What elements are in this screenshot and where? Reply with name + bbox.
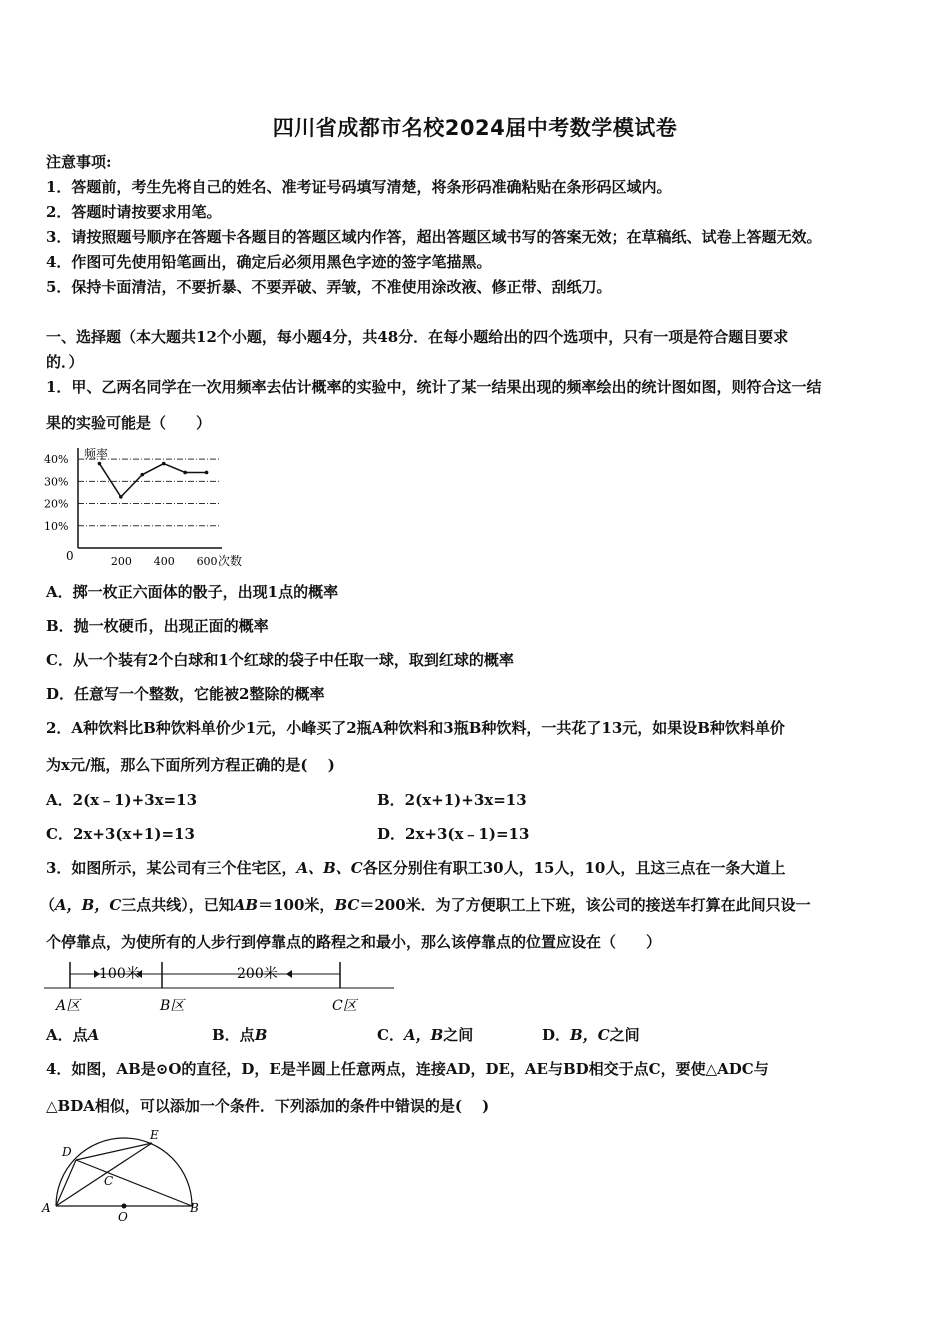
notice-item: 3．请按照题号顺序在答题卡各题目的答题区域内作答，超出答题区域书写的答案无效；在草稿纸、试卷上答题无效。 <box>46 228 822 246</box>
chart-point <box>140 473 144 477</box>
chart-ylabel: 频率 <box>84 447 109 461</box>
point-label-e: E <box>150 1128 159 1142</box>
chart-x-tick-label: 600 <box>196 555 218 568</box>
page-title: 四川省成都市名校2024届中考数学模试卷 <box>272 116 678 140</box>
question-4-stem: 4．如图，AB是⊙O的直径，D，E是半圆上任意两点，连接AD，DE，AE与BD相交于点C，要使△ADC与 <box>46 1060 769 1078</box>
segment-bd <box>76 1160 192 1206</box>
q3-option-c: C．A，B之间 <box>377 1026 474 1044</box>
q3-option-b: B．点B <box>212 1026 268 1044</box>
question-2-stem-cont: 为x元/瓶，那么下面所列方程正确的是( ) <box>46 756 335 774</box>
arrowhead-icon <box>286 970 292 978</box>
chart-x-tick-label: 400 <box>153 555 175 568</box>
section-heading: 一、选择题（本大题共12个小题，每小题4分，共48分．在每小题给出的四个选项中，只有一项是符合题目要求 <box>46 328 789 346</box>
chart-x-tick-label: 200 <box>110 555 132 568</box>
question-1-stem: 1．甲、乙两名同学在一次用频率去估计概率的实验中，统计了某一结果出现的频率绘出的统计图如图，则符合这一结 <box>46 378 822 396</box>
q2-option-a: A．2(x﹣1)+3x=13 <box>46 791 198 809</box>
chart-point <box>119 495 123 499</box>
q1-option-d: D．任意写一个整数，它能被2整除的概率 <box>46 685 325 703</box>
chart-y-tick-label: 30% <box>44 475 69 489</box>
dist-bc-label: 200米 <box>237 966 278 982</box>
chart-xlabel: 次数 <box>218 554 243 568</box>
chart-series-line <box>99 464 206 497</box>
q1-option-a: A．掷一枚正六面体的骰子，出现1点的概率 <box>46 583 339 601</box>
question-3-stem-cont: （A，B，C三点共线），已知AB＝100米，BC＝200米．为了方便职工上下班，该公司的接送车打算在此间只设一 <box>40 896 811 914</box>
notice-item: 4．作图可先使用铅笔画出，确定后必须用黑色字迹的签字笔描黑。 <box>46 253 492 271</box>
question-4-stem-cont: △BDA相似，可以添加一个条件．下列添加的条件中错误的是( ) <box>46 1097 490 1115</box>
label-c: C区 <box>332 998 357 1014</box>
point-label-c: C <box>104 1174 114 1188</box>
notice-item: 5．保持卡面清洁，不要折暴、不要弄破、弄皱，不准使用涂改液、修正带、刮纸刀。 <box>46 278 612 296</box>
semicircle-diagram <box>40 1126 210 1226</box>
q2-option-c: C．2x+3(x+1)=13 <box>46 825 195 843</box>
notice-heading: 注意事项: <box>46 153 112 171</box>
notice-item: 1．答题前，考生先将自己的姓名、准考证号码填写清楚，将条形码准确粘贴在条形码区域内。 <box>46 178 672 196</box>
chart-point <box>205 471 209 475</box>
q1-option-c: C．从一个装有2个白球和1个红球的袋子中任取一球，取到红球的概率 <box>46 651 514 669</box>
point-label-d: D <box>62 1145 72 1159</box>
q2-option-b: B．2(x+1)+3x=13 <box>377 791 527 809</box>
point-label-o: O <box>118 1210 128 1224</box>
q3-option-d: D．B，C之间 <box>542 1026 640 1044</box>
center-point <box>122 1204 127 1209</box>
q2-option-d: D．2x+3(x﹣1)=13 <box>377 825 530 843</box>
segment-de <box>76 1143 152 1160</box>
q1-option-b: B．抛一枚硬币，出现正面的概率 <box>46 617 269 635</box>
label-b: B区 <box>160 998 185 1014</box>
dist-ab-label: 100米 <box>99 966 140 982</box>
chart-point <box>183 471 187 475</box>
section-heading-cont: 的．） <box>46 353 84 371</box>
question-1-stem-cont: 果的实验可能是（ ） <box>46 414 212 432</box>
chart-point <box>98 462 102 466</box>
question-2-stem: 2．A种饮料比B种饮料单价少1元，小峰买了2瓶A种饮料和3瓶B种饮料，一共花了13元，如果设B种饮料单价 <box>46 719 785 737</box>
notice-item: 2．答题时请按要求用笔。 <box>46 203 222 221</box>
chart-origin-label: 0 <box>66 549 74 563</box>
semicircle-arc <box>56 1138 192 1206</box>
road-diagram <box>44 958 396 1016</box>
label-a: A区 <box>56 998 81 1014</box>
chart-y-tick-label: 20% <box>44 497 69 511</box>
chart-y-tick-label: 40% <box>44 453 69 467</box>
point-label-b: B <box>190 1201 199 1215</box>
question-3-stem-cont2: 个停靠点，为使所有的人步行到停靠点的路程之和最小，那么该停靠点的位置应设在（ ） <box>46 933 662 951</box>
chart-point <box>162 462 166 466</box>
point-label-a: A <box>42 1201 51 1215</box>
frequency-chart <box>40 440 260 575</box>
question-3-stem: 3．如图所示，某公司有三个住宅区，A、B、C各区分别住有职工30人，15人，10人，且这三点在一条大道上 <box>46 859 786 877</box>
q3-option-a: A．点A <box>46 1026 100 1044</box>
chart-y-tick-label: 10% <box>44 519 69 533</box>
